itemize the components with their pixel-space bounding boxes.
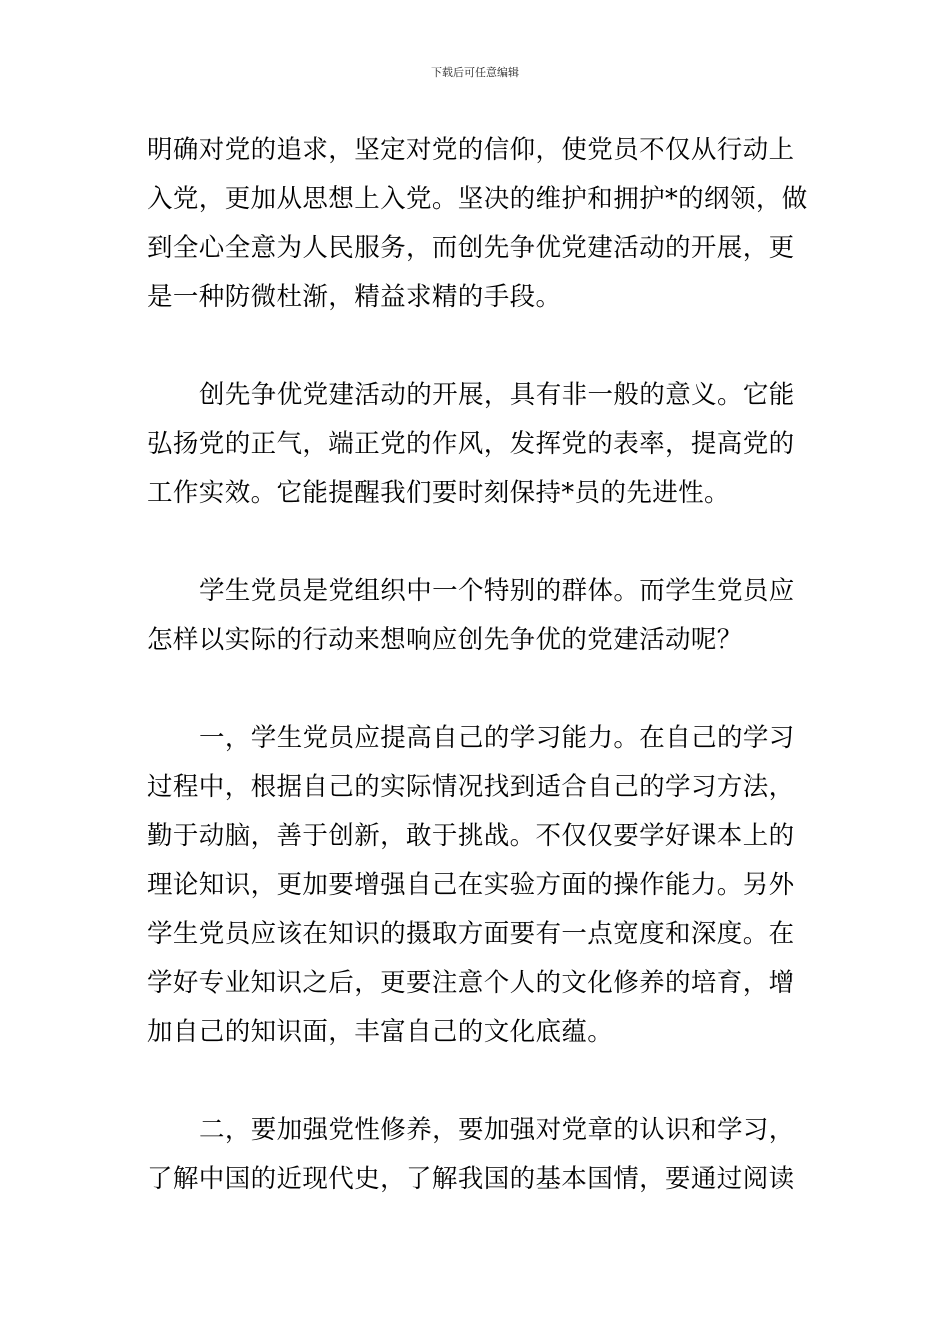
text-line: 加自己的知识面，丰富自己的文化底蕴。 <box>147 1017 614 1047</box>
text-line: 创先争优党建活动的开展，具有非一般的意义。它能 <box>199 380 795 410</box>
paragraph-3 <box>147 567 807 665</box>
text-line: 勤于动脑，善于创新，敢于挑战。不仅仅要学好课本上的 <box>147 821 795 851</box>
text-line: 一，学生党员应提高自己的学习能力。在自己的学习 <box>199 723 795 753</box>
text-line: 明确对党的追求，坚定对党的信仰，使党员不仅从行动上 <box>147 135 795 165</box>
text-line: 到全心全意为人民服务，而创先争优党建活动的开展，更 <box>147 233 795 263</box>
text-line: 理论知识，更加要增强自己在实验方面的操作能力。另外 <box>147 870 795 900</box>
text-line: 二，要加强党性修养，要加强对党章的认识和学习， <box>199 1115 795 1145</box>
paragraph-5 <box>147 1106 807 1204</box>
text-line: 学好专业知识之后，更要注意个人的文化修养的培育，增 <box>147 968 795 998</box>
text-line: 过程中，根据自己的实际情况找到适合自己的学习方法， <box>147 772 795 802</box>
header-note: 下载后可任意编辑 <box>431 66 519 79</box>
paragraph-4 <box>147 714 807 1057</box>
text-line: 是一种防微杜渐，精益求精的手段。 <box>147 282 562 312</box>
document-body <box>147 126 807 1204</box>
text-line: 怎样以实际的行动来想响应创先争优的党建活动呢？ <box>147 625 743 655</box>
text-line: 了解中国的近现代史，了解我国的基本国情，要通过阅读 <box>147 1164 795 1194</box>
text-line: 入党，更加从思想上入党。坚决的维护和拥护*的纲领，做 <box>147 184 808 214</box>
text-line: 工作实效。它能提醒我们要时刻保持*员的先进性。 <box>147 478 730 508</box>
text-line: 学生党员应该在知识的摄取方面要有一点宽度和深度。在 <box>147 919 795 949</box>
paragraph-2 <box>147 371 807 518</box>
paragraph-1 <box>147 126 807 322</box>
text-line: 学生党员是党组织中一个特别的群体。而学生党员应 <box>199 576 795 606</box>
text-line: 弘扬党的正气，端正党的作风，发挥党的表率，提高党的 <box>147 429 795 459</box>
